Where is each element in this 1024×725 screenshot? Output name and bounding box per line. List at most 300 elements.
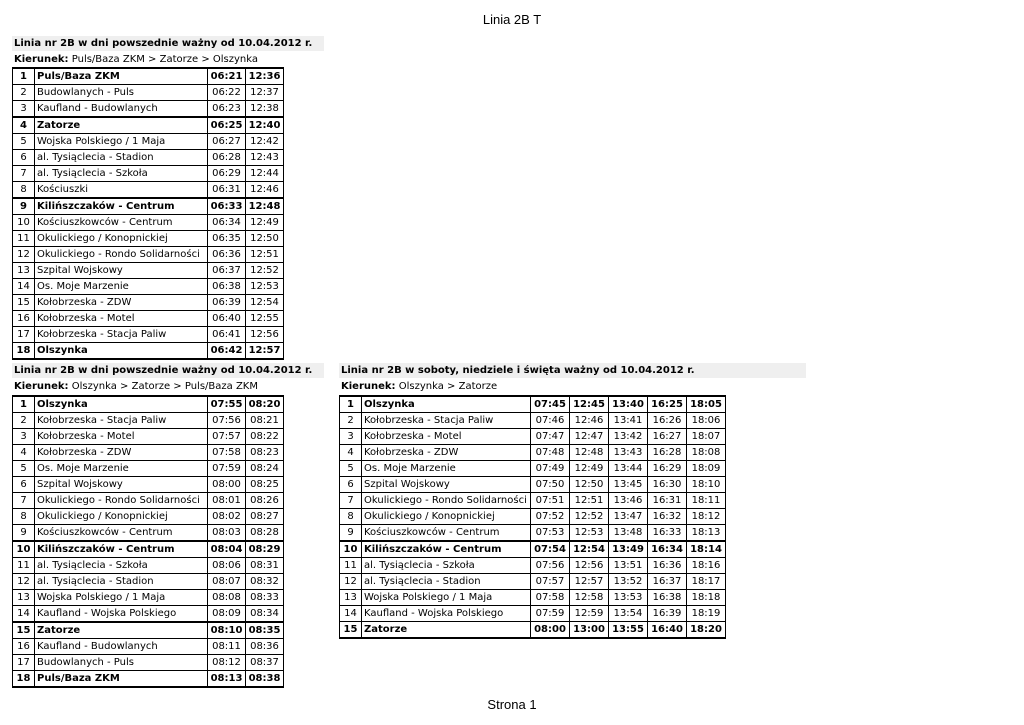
- stop-name: al. Tysiąclecia - Stadion: [35, 574, 208, 590]
- departure-time: 18:11: [687, 493, 726, 509]
- departure-time: 06:40: [208, 311, 246, 327]
- departure-time: 06:22: [208, 85, 246, 101]
- stop-number: 2: [13, 413, 35, 429]
- stop-name: al. Tysiąclecia - Stadion: [35, 150, 208, 166]
- departure-time: 12:37: [246, 85, 284, 101]
- departure-time: 08:00: [531, 622, 570, 639]
- departure-time: 07:56: [531, 558, 570, 574]
- departure-time: 07:46: [531, 413, 570, 429]
- departure-time: 06:42: [208, 343, 246, 360]
- departure-time: 06:41: [208, 327, 246, 343]
- departure-time: 08:36: [246, 639, 284, 655]
- departure-time: 13:43: [609, 445, 648, 461]
- table-row: [13, 493, 284, 509]
- table-row: [13, 477, 284, 493]
- table2-header: Linia nr 2B w dni powszednie ważny od 10.04.2012 r.: [12, 363, 324, 378]
- departure-time: 18:17: [687, 574, 726, 590]
- stop-name: Olszynka: [362, 396, 531, 413]
- departure-time: 08:06: [208, 558, 246, 574]
- table-row: [13, 134, 284, 150]
- departure-time: 07:55: [208, 396, 246, 413]
- departure-time: 08:11: [208, 639, 246, 655]
- departure-time: 08:03: [208, 525, 246, 542]
- stop-number: 9: [340, 525, 362, 542]
- departure-time: 13:00: [570, 622, 609, 639]
- departure-time: 16:25: [648, 396, 687, 413]
- stop-number: 4: [340, 445, 362, 461]
- stop-number: 8: [13, 509, 35, 525]
- departure-time: 07:50: [531, 477, 570, 493]
- stop-number: 14: [340, 606, 362, 622]
- departure-time: 18:18: [687, 590, 726, 606]
- table-row: [13, 68, 284, 85]
- stop-number: 14: [13, 279, 35, 295]
- table1-direction-label: Kierunek:: [14, 54, 69, 65]
- departure-time: 08:00: [208, 477, 246, 493]
- table-row: [13, 101, 284, 118]
- departure-time: 06:29: [208, 166, 246, 182]
- table-row: [13, 558, 284, 574]
- stop-name: Kaufland - Budowlanych: [35, 101, 208, 118]
- table-row: [340, 590, 726, 606]
- table-row: [13, 574, 284, 590]
- stop-name: Kołobrzeska - Stacja Paliw: [35, 327, 208, 343]
- table-row: [13, 117, 284, 134]
- table-row: [13, 525, 284, 542]
- departure-time: 13:47: [609, 509, 648, 525]
- departure-time: 12:58: [570, 590, 609, 606]
- departure-time: 08:31: [246, 558, 284, 574]
- stop-number: 17: [13, 327, 35, 343]
- stop-name: Kołobrzeska - Motel: [35, 429, 208, 445]
- departure-time: 07:52: [531, 509, 570, 525]
- departure-time: 16:29: [648, 461, 687, 477]
- departure-time: 16:39: [648, 606, 687, 622]
- departure-time: 18:19: [687, 606, 726, 622]
- stop-number: 10: [340, 541, 362, 558]
- table-row: [13, 655, 284, 671]
- stop-number: 11: [340, 558, 362, 574]
- departure-time: 12:52: [570, 509, 609, 525]
- stop-name: Kaufland - Budowlanych: [35, 639, 208, 655]
- table2-timetable: [12, 395, 284, 688]
- departure-time: 12:51: [246, 247, 284, 263]
- departure-time: 12:57: [570, 574, 609, 590]
- table-row: [13, 541, 284, 558]
- stop-name: Szpital Wojskowy: [362, 477, 531, 493]
- departure-time: 13:49: [609, 541, 648, 558]
- table1-direction: [12, 52, 258, 67]
- stop-number: 5: [340, 461, 362, 477]
- departure-time: 12:54: [570, 541, 609, 558]
- table-row: [13, 445, 284, 461]
- page-title: Linia 2B T: [482, 12, 542, 27]
- departure-time: 08:32: [246, 574, 284, 590]
- departure-time: 16:40: [648, 622, 687, 639]
- stop-name: Wojska Polskiego / 1 Maja: [35, 134, 208, 150]
- departure-time: 13:42: [609, 429, 648, 445]
- departure-time: 12:40: [246, 117, 284, 134]
- stop-name: Kołobrzeska - Stacja Paliw: [35, 413, 208, 429]
- departure-time: 12:50: [570, 477, 609, 493]
- departure-time: 16:28: [648, 445, 687, 461]
- table2-direction-label: Kierunek:: [14, 381, 69, 392]
- departure-time: 08:02: [208, 509, 246, 525]
- stop-number: 9: [13, 198, 35, 215]
- table3-header: Linia nr 2B w soboty, niedziele i święta ważny od 10.04.2012 r.: [339, 363, 806, 378]
- stop-name: Os. Moje Marzenie: [362, 461, 531, 477]
- table-row: [13, 429, 284, 445]
- departure-time: 06:27: [208, 134, 246, 150]
- departure-time: 08:12: [208, 655, 246, 671]
- stop-name: al. Tysiąclecia - Szkoła: [362, 558, 531, 574]
- departure-time: 08:09: [208, 606, 246, 623]
- table-row: [13, 327, 284, 343]
- page-footer: Strona 1: [487, 697, 537, 712]
- stop-number: 7: [340, 493, 362, 509]
- departure-time: 07:49: [531, 461, 570, 477]
- stop-name: Kościuszkowców - Centrum: [35, 215, 208, 231]
- stop-number: 16: [13, 311, 35, 327]
- stop-name: Puls/Baza ZKM: [35, 68, 208, 85]
- table-row: [13, 279, 284, 295]
- table-row: [13, 150, 284, 166]
- departure-time: 08:26: [246, 493, 284, 509]
- table3-direction: [339, 379, 497, 394]
- table-row: [13, 231, 284, 247]
- stop-name: Okulickiego / Konopnickiej: [35, 509, 208, 525]
- departure-time: 12:59: [570, 606, 609, 622]
- stop-name: Os. Moje Marzenie: [35, 461, 208, 477]
- stop-number: 15: [340, 622, 362, 639]
- departure-time: 06:21: [208, 68, 246, 85]
- stop-number: 13: [13, 590, 35, 606]
- departure-time: 13:53: [609, 590, 648, 606]
- stop-name: Kołobrzeska - Stacja Paliw: [362, 413, 531, 429]
- departure-time: 08:23: [246, 445, 284, 461]
- stop-number: 11: [13, 231, 35, 247]
- table-row: [13, 198, 284, 215]
- departure-time: 12:38: [246, 101, 284, 118]
- departure-time: 18:05: [687, 396, 726, 413]
- stop-number: 12: [13, 247, 35, 263]
- stop-name: Kościuszkowców - Centrum: [362, 525, 531, 542]
- departure-time: 18:09: [687, 461, 726, 477]
- stop-number: 2: [13, 85, 35, 101]
- departure-time: 08:01: [208, 493, 246, 509]
- table3-direction-value: Olszynka > Zatorze: [398, 381, 498, 392]
- table-row: [13, 622, 284, 639]
- stop-name: Budowlanych - Puls: [35, 85, 208, 101]
- departure-time: 16:36: [648, 558, 687, 574]
- table-row: [13, 343, 284, 360]
- stop-name: al. Tysiąclecia - Szkoła: [35, 166, 208, 182]
- departure-time: 08:27: [246, 509, 284, 525]
- departure-time: 13:40: [609, 396, 648, 413]
- departure-time: 08:22: [246, 429, 284, 445]
- table-row: [340, 558, 726, 574]
- table-row: [13, 215, 284, 231]
- departure-time: 16:31: [648, 493, 687, 509]
- departure-time: 07:58: [531, 590, 570, 606]
- table-row: [13, 263, 284, 279]
- stop-number: 1: [13, 396, 35, 413]
- stop-name: Kilińszczaków - Centrum: [35, 198, 208, 215]
- stop-name: Kołobrzeska - Motel: [35, 311, 208, 327]
- stop-name: al. Tysiąclecia - Szkoła: [35, 558, 208, 574]
- table-row: [13, 295, 284, 311]
- departure-time: 06:23: [208, 101, 246, 118]
- departure-time: 12:47: [570, 429, 609, 445]
- departure-time: 07:56: [208, 413, 246, 429]
- departure-time: 12:56: [246, 327, 284, 343]
- table-row: [340, 477, 726, 493]
- departure-time: 07:59: [208, 461, 246, 477]
- stop-number: 18: [13, 671, 35, 688]
- departure-time: 13:51: [609, 558, 648, 574]
- departure-time: 13:48: [609, 525, 648, 542]
- table-row: [13, 413, 284, 429]
- departure-time: 13:45: [609, 477, 648, 493]
- table-row: [340, 509, 726, 525]
- stop-number: 15: [13, 622, 35, 639]
- departure-time: 13:54: [609, 606, 648, 622]
- stop-name: Wojska Polskiego / 1 Maja: [35, 590, 208, 606]
- departure-time: 06:39: [208, 295, 246, 311]
- stop-number: 5: [13, 461, 35, 477]
- departure-time: 07:58: [208, 445, 246, 461]
- departure-time: 12:46: [570, 413, 609, 429]
- stop-name: Kołobrzeska - ZDW: [35, 445, 208, 461]
- departure-time: 06:33: [208, 198, 246, 215]
- departure-time: 08:07: [208, 574, 246, 590]
- table3-timetable: [339, 395, 726, 639]
- departure-time: 08:29: [246, 541, 284, 558]
- departure-time: 18:08: [687, 445, 726, 461]
- departure-time: 12:56: [570, 558, 609, 574]
- stop-number: 7: [13, 166, 35, 182]
- table-row: [340, 445, 726, 461]
- stop-name: Kaufland - Wojska Polskiego: [35, 606, 208, 623]
- table1-timetable: [12, 67, 284, 360]
- departure-time: 06:35: [208, 231, 246, 247]
- departure-time: 08:33: [246, 590, 284, 606]
- departure-time: 18:10: [687, 477, 726, 493]
- stop-number: 6: [340, 477, 362, 493]
- departure-time: 13:52: [609, 574, 648, 590]
- table-row: [340, 574, 726, 590]
- table-row: [340, 413, 726, 429]
- departure-time: 06:37: [208, 263, 246, 279]
- table-row: [340, 493, 726, 509]
- departure-time: 18:16: [687, 558, 726, 574]
- departure-time: 13:46: [609, 493, 648, 509]
- stop-name: Zatorze: [362, 622, 531, 639]
- departure-time: 07:54: [531, 541, 570, 558]
- table-row: [13, 85, 284, 101]
- table-row: [13, 311, 284, 327]
- departure-time: 12:46: [246, 182, 284, 199]
- stop-name: Okulickiego / Konopnickiej: [35, 231, 208, 247]
- departure-time: 12:49: [570, 461, 609, 477]
- departure-time: 08:34: [246, 606, 284, 623]
- stop-name: Okulickiego / Konopnickiej: [362, 509, 531, 525]
- stop-name: Kołobrzeska - ZDW: [362, 445, 531, 461]
- departure-time: 16:38: [648, 590, 687, 606]
- departure-time: 16:34: [648, 541, 687, 558]
- departure-time: 16:33: [648, 525, 687, 542]
- departure-time: 07:47: [531, 429, 570, 445]
- stop-name: Kaufland - Wojska Polskiego: [362, 606, 531, 622]
- stop-number: 3: [13, 101, 35, 118]
- departure-time: 12:42: [246, 134, 284, 150]
- stop-name: Os. Moje Marzenie: [35, 279, 208, 295]
- departure-time: 18:13: [687, 525, 726, 542]
- stop-number: 1: [340, 396, 362, 413]
- departure-time: 08:28: [246, 525, 284, 542]
- table-row: [13, 606, 284, 623]
- table-row: [340, 541, 726, 558]
- stop-name: Zatorze: [35, 622, 208, 639]
- departure-time: 16:32: [648, 509, 687, 525]
- departure-time: 18:20: [687, 622, 726, 639]
- stop-number: 8: [13, 182, 35, 199]
- departure-time: 12:53: [570, 525, 609, 542]
- stop-number: 18: [13, 343, 35, 360]
- departure-time: 06:34: [208, 215, 246, 231]
- departure-time: 08:25: [246, 477, 284, 493]
- stop-number: 12: [340, 574, 362, 590]
- departure-time: 13:55: [609, 622, 648, 639]
- departure-time: 08:35: [246, 622, 284, 639]
- departure-time: 13:41: [609, 413, 648, 429]
- departure-time: 16:30: [648, 477, 687, 493]
- departure-time: 13:44: [609, 461, 648, 477]
- table-row: [13, 671, 284, 688]
- stop-number: 2: [340, 413, 362, 429]
- departure-time: 08:13: [208, 671, 246, 688]
- stop-number: 6: [13, 150, 35, 166]
- stop-name: Szpital Wojskowy: [35, 263, 208, 279]
- stop-name: Okulickiego - Rondo Solidarności: [362, 493, 531, 509]
- table-row: [340, 429, 726, 445]
- table-row: [13, 461, 284, 477]
- stop-number: 10: [13, 541, 35, 558]
- stop-number: 8: [340, 509, 362, 525]
- departure-time: 06:28: [208, 150, 246, 166]
- stop-number: 3: [13, 429, 35, 445]
- departure-time: 16:37: [648, 574, 687, 590]
- departure-time: 12:50: [246, 231, 284, 247]
- departure-time: 07:57: [531, 574, 570, 590]
- departure-time: 12:48: [246, 198, 284, 215]
- departure-time: 07:59: [531, 606, 570, 622]
- departure-time: 08:21: [246, 413, 284, 429]
- table-row: [13, 590, 284, 606]
- departure-time: 12:43: [246, 150, 284, 166]
- departure-time: 08:04: [208, 541, 246, 558]
- departure-time: 08:08: [208, 590, 246, 606]
- departure-time: 07:48: [531, 445, 570, 461]
- stop-name: Olszynka: [35, 396, 208, 413]
- departure-time: 12:55: [246, 311, 284, 327]
- table-row: [340, 525, 726, 542]
- table2-direction-value: Olszynka > Zatorze > Puls/Baza ZKM: [71, 381, 258, 392]
- departure-time: 12:36: [246, 68, 284, 85]
- stop-number: 1: [13, 68, 35, 85]
- stop-number: 12: [13, 574, 35, 590]
- stop-number: 13: [13, 263, 35, 279]
- departure-time: 12:51: [570, 493, 609, 509]
- departure-time: 18:07: [687, 429, 726, 445]
- departure-time: 07:51: [531, 493, 570, 509]
- departure-time: 12:44: [246, 166, 284, 182]
- stop-number: 5: [13, 134, 35, 150]
- departure-time: 16:26: [648, 413, 687, 429]
- stop-number: 14: [13, 606, 35, 623]
- table-row: [340, 396, 726, 413]
- table2-direction: [12, 379, 258, 394]
- table1-direction-value: Puls/Baza ZKM > Zatorze > Olszynka: [71, 54, 258, 65]
- table-row: [13, 639, 284, 655]
- departure-time: 12:45: [570, 396, 609, 413]
- stop-name: Okulickiego - Rondo Solidarności: [35, 247, 208, 263]
- stop-name: al. Tysiąclecia - Stadion: [362, 574, 531, 590]
- stop-number: 11: [13, 558, 35, 574]
- departure-time: 08:37: [246, 655, 284, 671]
- stop-name: Kołobrzeska - ZDW: [35, 295, 208, 311]
- departure-time: 06:38: [208, 279, 246, 295]
- stop-number: 6: [13, 477, 35, 493]
- stop-name: Wojska Polskiego / 1 Maja: [362, 590, 531, 606]
- stop-number: 16: [13, 639, 35, 655]
- departure-time: 12:53: [246, 279, 284, 295]
- stop-number: 9: [13, 525, 35, 542]
- table-row: [13, 182, 284, 199]
- departure-time: 06:25: [208, 117, 246, 134]
- stop-number: 10: [13, 215, 35, 231]
- departure-time: 06:36: [208, 247, 246, 263]
- stop-number: 4: [13, 117, 35, 134]
- stop-number: 13: [340, 590, 362, 606]
- stop-number: 4: [13, 445, 35, 461]
- stop-name: Budowlanych - Puls: [35, 655, 208, 671]
- table-row: [340, 461, 726, 477]
- stop-name: Kołobrzeska - Motel: [362, 429, 531, 445]
- table-row: [13, 396, 284, 413]
- departure-time: 18:14: [687, 541, 726, 558]
- departure-time: 06:31: [208, 182, 246, 199]
- table3-direction-label: Kierunek:: [341, 381, 396, 392]
- departure-time: 07:45: [531, 396, 570, 413]
- departure-time: 08:24: [246, 461, 284, 477]
- stop-number: 15: [13, 295, 35, 311]
- stop-name: Kościuszkowców - Centrum: [35, 525, 208, 542]
- stop-number: 7: [13, 493, 35, 509]
- stop-name: Szpital Wojskowy: [35, 477, 208, 493]
- table1-header: Linia nr 2B w dni powszednie ważny od 10.04.2012 r.: [12, 36, 324, 51]
- stop-name: Kościuszki: [35, 182, 208, 199]
- departure-time: 12:57: [246, 343, 284, 360]
- table-row: [340, 606, 726, 622]
- departure-time: 08:10: [208, 622, 246, 639]
- departure-time: 18:06: [687, 413, 726, 429]
- departure-time: 12:54: [246, 295, 284, 311]
- departure-time: 07:57: [208, 429, 246, 445]
- stop-name: Olszynka: [35, 343, 208, 360]
- stop-number: 17: [13, 655, 35, 671]
- departure-time: 18:12: [687, 509, 726, 525]
